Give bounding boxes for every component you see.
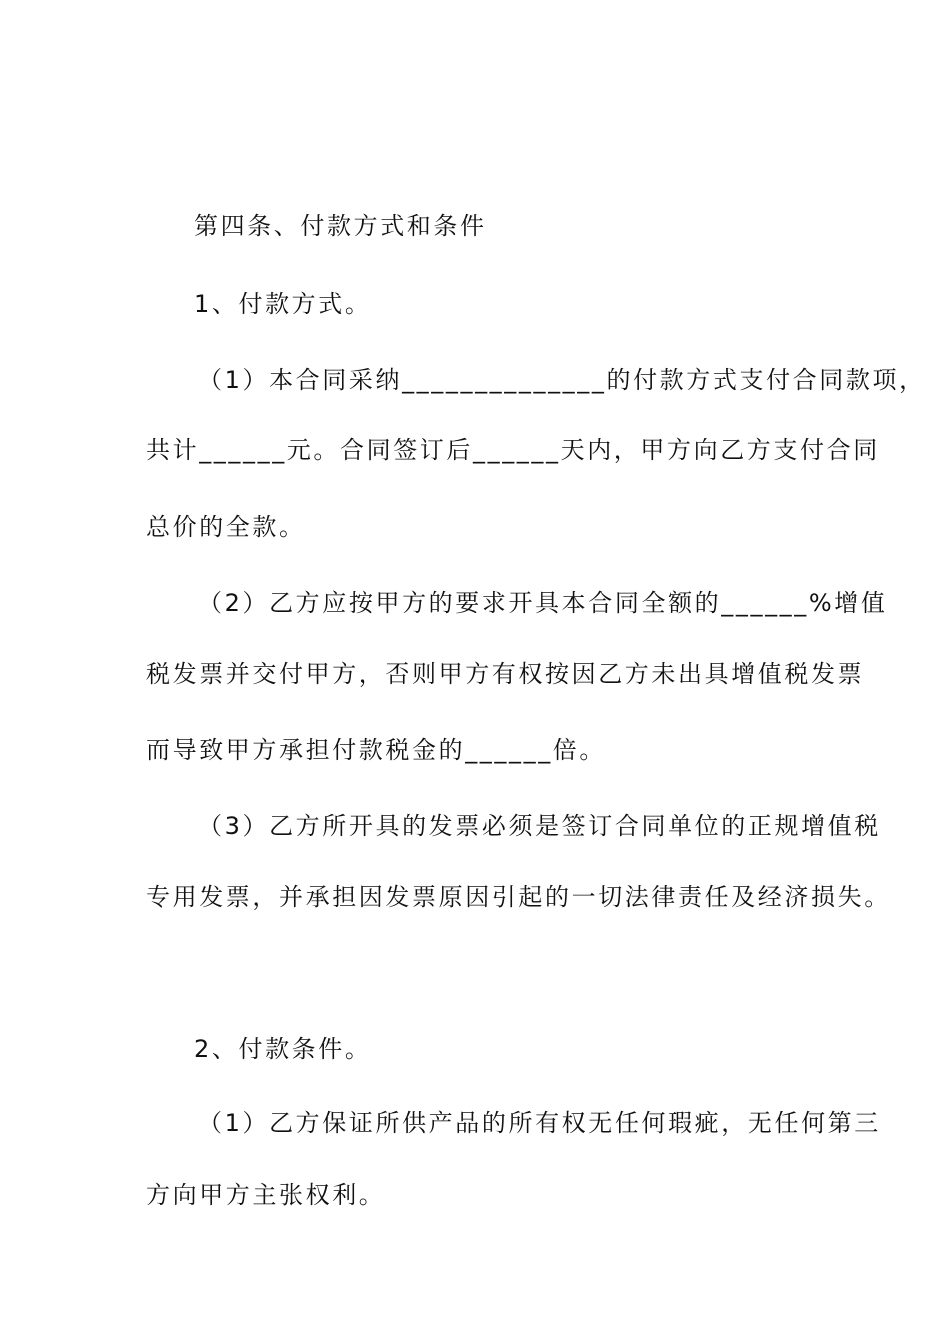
clause-2-line-1: （2）乙方应按甲方的要求开具本合同全额的______%增值 [198,589,888,617]
section-2-heading: 2、付款条件。 [194,1035,372,1063]
clause-1-line-3: 总价的全款。 [146,513,306,541]
section-1-heading: 1、付款方式。 [194,290,372,318]
clause-2-line-3: 而导致甲方承担付款税金的______倍。 [146,736,606,764]
clause-3-line-1: （3）乙方所开具的发票必须是签订合同单位的正规增值税 [198,812,881,840]
clause-1-line-1: （1）本合同采纳______________的付款方式支付合同款项， [198,366,926,394]
article-heading: 第四条、付款方式和条件 [194,212,487,240]
clause-3-line-2: 专用发票，并承担因发票原因引起的一切法律责任及经济损失。 [146,883,891,911]
clause-1-line-2: 共计______元。合同签订后______天内，甲方向乙方支付合同 [146,436,880,464]
clause-4-line-1: （1）乙方保证所供产品的所有权无任何瑕疵，无任何第三 [198,1109,881,1137]
clause-2-line-2: 税发票并交付甲方，否则甲方有权按因乙方未出具增值税发票 [146,660,865,688]
clause-4-line-2: 方向甲方主张权利。 [146,1181,386,1209]
